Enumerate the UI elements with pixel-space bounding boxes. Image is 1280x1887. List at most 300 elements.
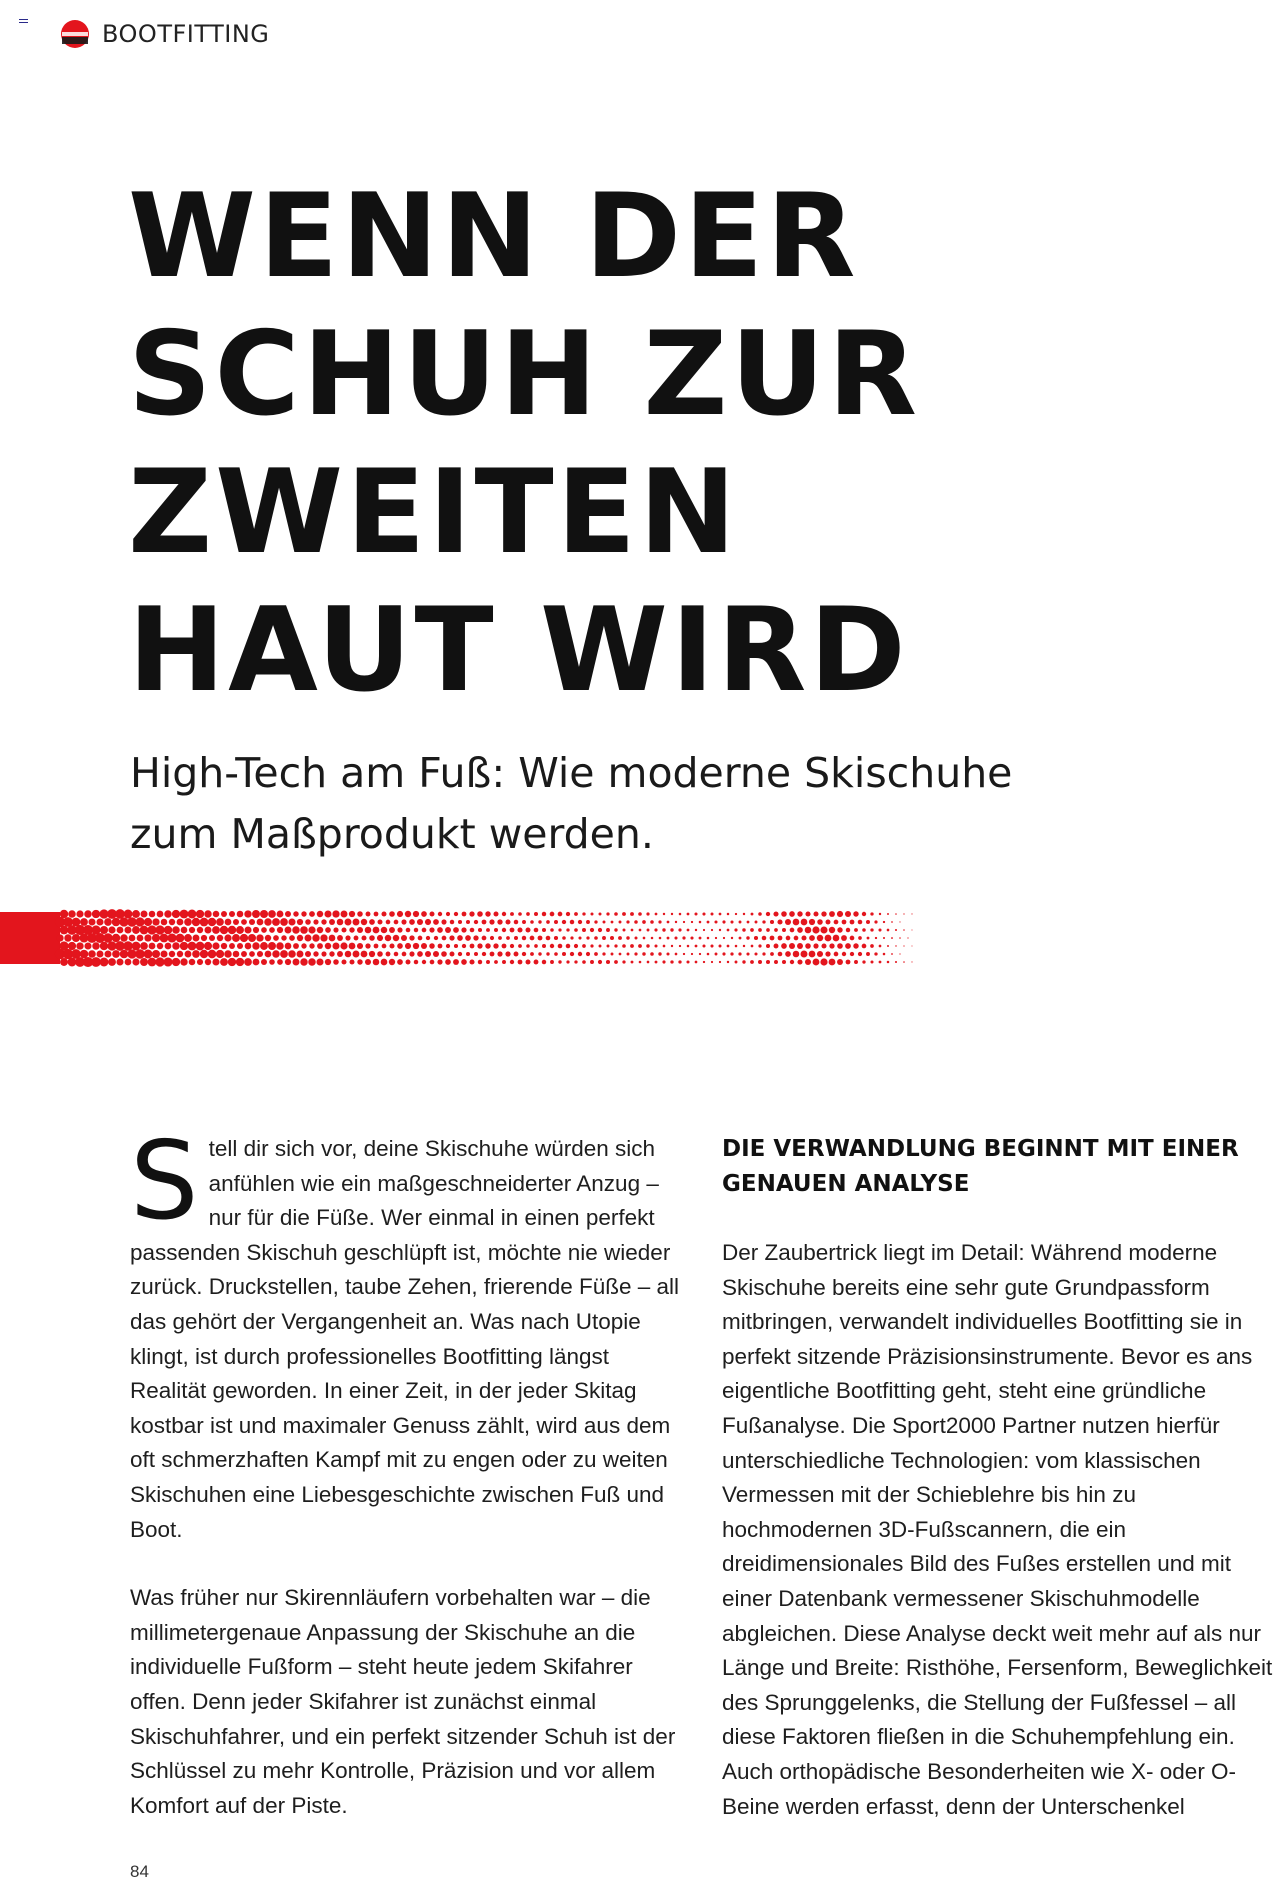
halftone-dot: [642, 920, 646, 924]
halftone-dot: [185, 951, 192, 958]
halftone-dot: [497, 951, 502, 956]
halftone-dot: [853, 911, 858, 916]
halftone-dot: [502, 928, 506, 932]
halftone-dot: [268, 910, 276, 918]
halftone-dot: [785, 919, 791, 925]
halftone-dot: [421, 943, 427, 949]
halftone-dot: [505, 919, 510, 924]
halftone-dot: [462, 912, 467, 917]
halftone-dot: [140, 942, 148, 950]
halftone-dot: [72, 934, 80, 942]
halftone-dot: [312, 934, 319, 941]
halftone-dot: [782, 960, 786, 964]
halftone-dot: [103, 933, 112, 942]
halftone-dot: [200, 918, 209, 927]
halftone-dot: [850, 952, 854, 956]
halftone-dot: [813, 911, 818, 916]
halftone-dot: [647, 929, 650, 932]
halftone-dot: [862, 960, 865, 963]
halftone-dot: [742, 960, 745, 963]
halftone-dot: [430, 912, 435, 917]
halftone-dot: [341, 959, 346, 964]
halftone-dot: [132, 942, 141, 951]
halftone-dot: [486, 928, 490, 932]
halftone-dot: [502, 912, 506, 916]
halftone-dot: [169, 951, 175, 957]
halftone-dot: [301, 943, 306, 948]
halftone-dot: [837, 911, 843, 917]
halftone-dot: [715, 953, 718, 956]
halftone-dot: [490, 952, 495, 957]
halftone-dot: [197, 959, 203, 965]
halftone-dot: [422, 960, 426, 964]
halftone-dot: [473, 935, 478, 940]
halftone-dot: [602, 952, 605, 955]
halftone-dot: [381, 959, 388, 966]
halftone-dot: [477, 943, 482, 948]
halftone-dot: [522, 936, 526, 940]
halftone-dot: [433, 951, 439, 957]
halftone-dot: [874, 920, 877, 923]
halftone-dot: [739, 921, 742, 924]
halftone-dot: [446, 912, 450, 916]
halftone-dot: [774, 928, 778, 932]
halftone-dot: [425, 951, 431, 957]
halftone-dot: [245, 943, 252, 950]
halftone-dot: [406, 928, 411, 933]
halftone-dot: [76, 942, 83, 949]
halftone-dot: [586, 952, 590, 956]
halftone-dot: [341, 911, 348, 918]
halftone-dot: [801, 951, 808, 958]
halftone-dot: [766, 928, 770, 932]
halftone-dot: [68, 942, 76, 950]
halftone-dot: [180, 958, 187, 965]
halftone-dot: [638, 944, 642, 948]
halftone-dot: [598, 912, 601, 915]
halftone-dot: [421, 911, 427, 917]
halftone-dot: [711, 929, 713, 931]
halftone-dot: [474, 952, 478, 956]
halftone-dot: [817, 919, 823, 925]
halftone-dot: [707, 937, 710, 940]
halftone-dot: [518, 944, 522, 948]
halftone-dot: [135, 917, 144, 926]
halftone-dot: [369, 951, 375, 957]
halftone-dot: [345, 951, 352, 958]
halftone-dot: [614, 944, 617, 947]
halftone-dot: [180, 942, 188, 950]
halftone-dot: [883, 953, 886, 956]
halftone-dot: [887, 929, 890, 932]
halftone-dot: [594, 936, 598, 940]
halftone-dot: [805, 927, 812, 934]
halftone-dot: [124, 926, 131, 933]
halftone-dot: [88, 918, 95, 925]
halftone-dot: [786, 936, 791, 941]
halftone-dot: [386, 920, 391, 925]
halftone-dot: [858, 936, 862, 940]
halftone-dot: [538, 936, 543, 941]
halftone-dot: [514, 920, 519, 925]
halftone-dot: [233, 951, 240, 958]
halftone-dot: [911, 945, 912, 946]
article-column-right: [722, 1132, 1280, 1858]
halftone-dot: [229, 943, 235, 949]
halftone-dot: [758, 944, 761, 947]
halftone-dot: [853, 943, 858, 948]
halftone-dot: [152, 934, 160, 942]
halftone-dot: [582, 960, 586, 964]
halftone-dot: [497, 919, 502, 924]
halftone-dot: [590, 912, 593, 915]
halftone-dot: [598, 960, 602, 964]
halftone-dot: [627, 953, 630, 956]
halftone-dot: [703, 961, 705, 963]
halftone-dot: [169, 919, 175, 925]
halftone-dot: [493, 911, 498, 916]
halftone-dot: [703, 929, 705, 931]
halftone-dot: [606, 912, 609, 915]
halftone-dot: [381, 911, 386, 916]
halftone-dot: [177, 951, 183, 957]
halftone-dot: [862, 944, 867, 949]
halftone-dot: [469, 911, 474, 916]
halftone-dot: [526, 928, 531, 933]
halftone-dot: [781, 911, 787, 917]
halftone-dot: [265, 951, 272, 958]
drop-cap: S: [130, 1119, 199, 1244]
halftone-dot: [590, 944, 593, 947]
halftone-dot: [304, 934, 311, 941]
menu-icon[interactable]: [19, 19, 28, 26]
halftone-dot: [425, 919, 431, 925]
halftone-dot: [895, 945, 896, 946]
halftone-dot: [157, 911, 164, 918]
halftone-dot: [433, 919, 439, 925]
halftone-dot: [690, 936, 693, 939]
halftone-dot: [84, 910, 91, 917]
halftone-dot: [870, 960, 873, 963]
halftone-dot: [241, 951, 247, 957]
halftone-dot: [797, 927, 803, 933]
halftone-dot: [216, 918, 224, 926]
halftone-dot: [265, 935, 271, 941]
halftone-dot: [285, 959, 291, 965]
halftone-dot: [281, 935, 286, 940]
halftone-dot: [614, 960, 618, 964]
halftone-dot: [833, 935, 840, 942]
halftone-dot: [132, 926, 140, 934]
halftone-dot: [280, 950, 288, 958]
halftone-dot: [76, 910, 83, 917]
halftone-dot: [485, 943, 490, 948]
halftone-dot: [858, 920, 863, 925]
halftone-dot: [236, 958, 244, 966]
halftone-dot: [172, 926, 180, 934]
halftone-dot: [510, 960, 514, 964]
halftone-dot: [253, 927, 259, 933]
halftone-dot: [349, 943, 356, 950]
halftone-dot: [793, 919, 800, 926]
halftone-dot: [92, 942, 100, 950]
halftone-dot: [566, 944, 571, 949]
halftone-dot: [766, 944, 770, 948]
halftone-dot: [582, 944, 586, 948]
article-column-left: [130, 1119, 690, 1857]
halftone-dot: [220, 958, 228, 966]
halftone-dot: [180, 910, 189, 919]
halftone-dot: [530, 920, 534, 924]
halftone-dot: [397, 911, 403, 917]
halftone-dot: [566, 928, 569, 931]
halftone-dot: [442, 936, 447, 941]
halftone-dot: [132, 958, 139, 965]
halftone-dot: [834, 920, 839, 925]
halftone-dot: [530, 952, 534, 956]
halftone-dot: [558, 944, 563, 949]
halftone-dot: [646, 912, 649, 915]
halftone-dot: [201, 935, 207, 941]
halftone-dot: [84, 942, 91, 949]
halftone-dot: [505, 951, 510, 956]
halftone-dot: [437, 959, 442, 964]
halftone-dot: [252, 910, 260, 918]
halftone-dot: [217, 935, 224, 942]
halftone-dot: [401, 919, 406, 924]
halftone-dot: [675, 921, 677, 923]
halftone-dot: [260, 942, 268, 950]
halftone-dot: [903, 929, 905, 931]
halftone-dot: [614, 928, 617, 931]
halftone-dot: [478, 960, 482, 964]
halftone-dot: [518, 960, 523, 965]
halftone-dot: [694, 912, 697, 915]
halftone-dot: [418, 936, 423, 941]
halftone-dot: [438, 944, 443, 949]
halftone-dot: [470, 928, 475, 933]
halftone-dot: [117, 927, 124, 934]
halftone-dot: [377, 919, 382, 924]
halftone-dot: [546, 936, 551, 941]
halftone-dot: [165, 943, 172, 950]
halftone-dot: [770, 936, 775, 941]
halftone-dot: [454, 944, 458, 948]
halftone-dot: [409, 951, 414, 956]
halftone-dot: [365, 943, 370, 948]
halftone-dot: [321, 951, 326, 956]
halftone-dot: [157, 943, 164, 950]
halftone-dot: [751, 945, 754, 948]
halftone-dot: [381, 927, 388, 934]
halftone-dot: [60, 958, 68, 966]
halftone-dot: [208, 950, 217, 959]
halftone-dot: [357, 911, 363, 917]
halftone-dot: [719, 913, 722, 916]
halftone-dot: [308, 926, 315, 933]
halftone-dot: [316, 958, 323, 965]
halftone-dot: [192, 950, 200, 958]
halftone-dot: [574, 912, 578, 916]
halftone-dot: [413, 911, 419, 917]
halftone-dot: [293, 911, 298, 916]
halftone-dot: [837, 943, 843, 949]
halftone-dot: [534, 960, 539, 965]
halftone-dot: [670, 928, 673, 931]
halftone-dot: [394, 952, 399, 957]
intro-text: tell dir sich vor, deine Skischuhe würden sich anfühlen wie ein maßgeschneiderter Anzug – nur für die Füße. Wer einmal in einen perfekt passenden Skischuh geschlüpft ist, möchte nie wieder zurück. Druckstellen, taube Zehen, frierende Füße – all das gehört der Vergangenheit an. Was nach Utopie klingt, ist durch professionelles Bootfitting längst Realität geworden. In einer Zeit, in der jeder Skitag kostbar ist und maximaler Genuss zählt, wird aus dem oft schmerzhaften Kampf mit zu engen oder zu weiten Skischuhen eine Liebesgeschichte zwischen Fuß und Boot.: [130, 1136, 680, 1542]
halftone-dot: [349, 959, 354, 964]
halftone-dot: [450, 952, 455, 957]
halftone-dot: [739, 937, 742, 940]
halftone-dot: [793, 951, 800, 958]
halftone-dot: [308, 958, 316, 966]
body-paragraph-3: Der Zaubertrick liegt im Detail: Während moderne Skischuhe bereits eine sehr gute Grundpassform mitbringen, verwandelt individuelles Bootfitting sie in perfekt sitzende Präzisionsinstrumente. Bevor es ans eigentliche Bootfitting geht, steht eine gründliche Fußanalyse. Die Sport2000 Partner nutzen hierfür unterschiedliche Technologien: vom klassischen Vermessen mit der Schieblehre bis hin zu hochmodernen 3D-Fußscannern, die ein dreidimensionales Bild des Fußes erstellen und mit einer Datenbank vermessener Skischuhmodelle abgleichen. Diese Analyse deckt weit mehr auf als nur Länge und Breite: Risthöhe, Fersenform, Beweglichkeit des Sprunggelenks, die Stellung der Fußfessel – all diese Faktoren fließen in die Schuhempfehlung ein. Auch orthopädische Besonderheiten wie X- oder O-Beine werden erfasst, denn der Unterschenkel: [722, 1240, 1273, 1819]
halftone-dot: [874, 952, 877, 955]
halftone-dot: [482, 920, 487, 925]
brand-logo-icon: [60, 19, 90, 49]
page-number: 84: [130, 1862, 149, 1881]
halftone-dot: [386, 952, 391, 957]
halftone-dot: [285, 927, 292, 934]
halftone-dot: [670, 960, 673, 963]
halftone-dot: [374, 912, 379, 917]
halftone-dot: [805, 959, 811, 965]
halftone-dot: [300, 926, 308, 934]
intro-paragraph: [130, 1119, 690, 1547]
halftone-dot: [104, 918, 112, 926]
halftone-dot: [229, 911, 235, 917]
halftone-dot: [241, 919, 247, 925]
halftone-dot: [778, 952, 783, 957]
halftone-dot: [244, 926, 251, 933]
halftone-dot: [695, 961, 698, 964]
halftone-dot: [911, 929, 912, 930]
halftone-dot: [691, 921, 693, 923]
halftone-dot: [300, 958, 307, 965]
halftone-dot: [538, 952, 541, 955]
halftone-dot: [394, 920, 399, 925]
halftone-dot: [574, 944, 578, 948]
halftone-dot: [642, 952, 645, 955]
halftone-dot: [790, 960, 794, 964]
halftone-dot: [409, 919, 415, 925]
halftone-dot: [453, 959, 459, 965]
halftone-dot: [228, 926, 236, 934]
halftone-dot: [486, 960, 490, 964]
halftone-dot: [862, 928, 866, 932]
halftone-dot: [478, 928, 482, 932]
halftone-dot: [112, 950, 120, 958]
halftone-dot: [526, 912, 530, 916]
halftone-dot: [911, 961, 912, 962]
halftone-dot: [805, 911, 810, 916]
halftone-dot: [887, 961, 890, 964]
halftone-dot: [578, 920, 582, 924]
halftone-dot: [453, 927, 459, 933]
halftone-dot: [785, 951, 791, 957]
halftone-dot: [899, 937, 901, 939]
halftone-dot: [189, 927, 195, 933]
halftone-dot: [369, 919, 375, 925]
halftone-dot: [602, 936, 606, 940]
halftone-dot: [490, 936, 494, 940]
halftone-dot: [574, 960, 577, 963]
halftone-dot: [727, 913, 730, 916]
halftone-dot: [821, 911, 826, 916]
halftone-dot: [506, 936, 510, 940]
halftone-dot: [639, 929, 642, 932]
halftone-dot: [777, 919, 782, 924]
halftone-dot: [60, 926, 69, 935]
halftone-dot: [382, 944, 387, 949]
halftone-dot: [140, 926, 149, 935]
halftone-dot: [325, 927, 331, 933]
halftone-dot: [100, 942, 108, 950]
halftone-dot: [108, 926, 115, 933]
halftone-dot: [611, 921, 614, 924]
halftone-dot: [305, 951, 311, 957]
halftone-dot: [285, 943, 292, 950]
halftone-dot: [762, 952, 765, 955]
halftone-dot: [699, 937, 702, 940]
halftone-dot: [578, 936, 581, 939]
halftone-dot: [324, 910, 331, 917]
halftone-dot: [402, 952, 407, 957]
halftone-dot: [196, 910, 204, 918]
halftone-dot: [687, 913, 690, 916]
halftone-dot: [120, 934, 127, 941]
halftone-dot: [340, 942, 347, 949]
halftone-dot: [789, 911, 795, 917]
halftone-dot: [97, 951, 104, 958]
halftone-dot: [248, 934, 256, 942]
halftone-dot: [337, 935, 343, 941]
halftone-dot: [493, 943, 498, 948]
halftone-dot: [353, 951, 360, 958]
halftone-dot: [794, 936, 799, 941]
halftone-dot: [809, 951, 816, 958]
halftone-dot: [903, 913, 904, 914]
halftone-dot: [177, 919, 184, 926]
halftone-dot: [482, 952, 486, 956]
halftone-dot: [582, 928, 586, 932]
halftone-dot: [610, 936, 614, 940]
halftone-dot: [714, 920, 717, 923]
halftone-dot: [261, 959, 267, 965]
halftone-dot: [747, 921, 750, 924]
halftone-dot: [220, 926, 228, 934]
halftone-dot: [144, 934, 151, 941]
halftone-dot: [525, 959, 530, 964]
halftone-dot: [834, 952, 839, 957]
halftone-dot: [161, 919, 168, 926]
halftone-dot: [842, 920, 847, 925]
halftone-dot: [702, 912, 705, 915]
halftone-dot: [754, 936, 758, 940]
body-paragraph-2: Was früher nur Skirennläufern vorbehalten war – die millimetergenaue Anpassung der Skischuhe an die individuelle Fußform – steht heute jedem Skifahrer offen. Denn jeder Skifahrer ist zunächst einmal Skischuhfahrer, und ein perfekt sitzender Schuh ist der Schlüssel zu mehr Kontrolle, Präzision und vor allem Komfort auf der Piste.: [130, 1585, 676, 1818]
halftone-dot: [647, 961, 650, 964]
halftone-dot: [204, 942, 212, 950]
halftone-dot: [268, 942, 276, 950]
halftone-dot: [466, 952, 470, 956]
halftone-dot: [449, 935, 454, 940]
halftone-dot: [349, 927, 354, 932]
halftone-dot: [607, 945, 610, 948]
halftone-dot: [212, 958, 219, 965]
halftone-dot: [879, 945, 882, 948]
halftone-dot: [249, 951, 255, 957]
